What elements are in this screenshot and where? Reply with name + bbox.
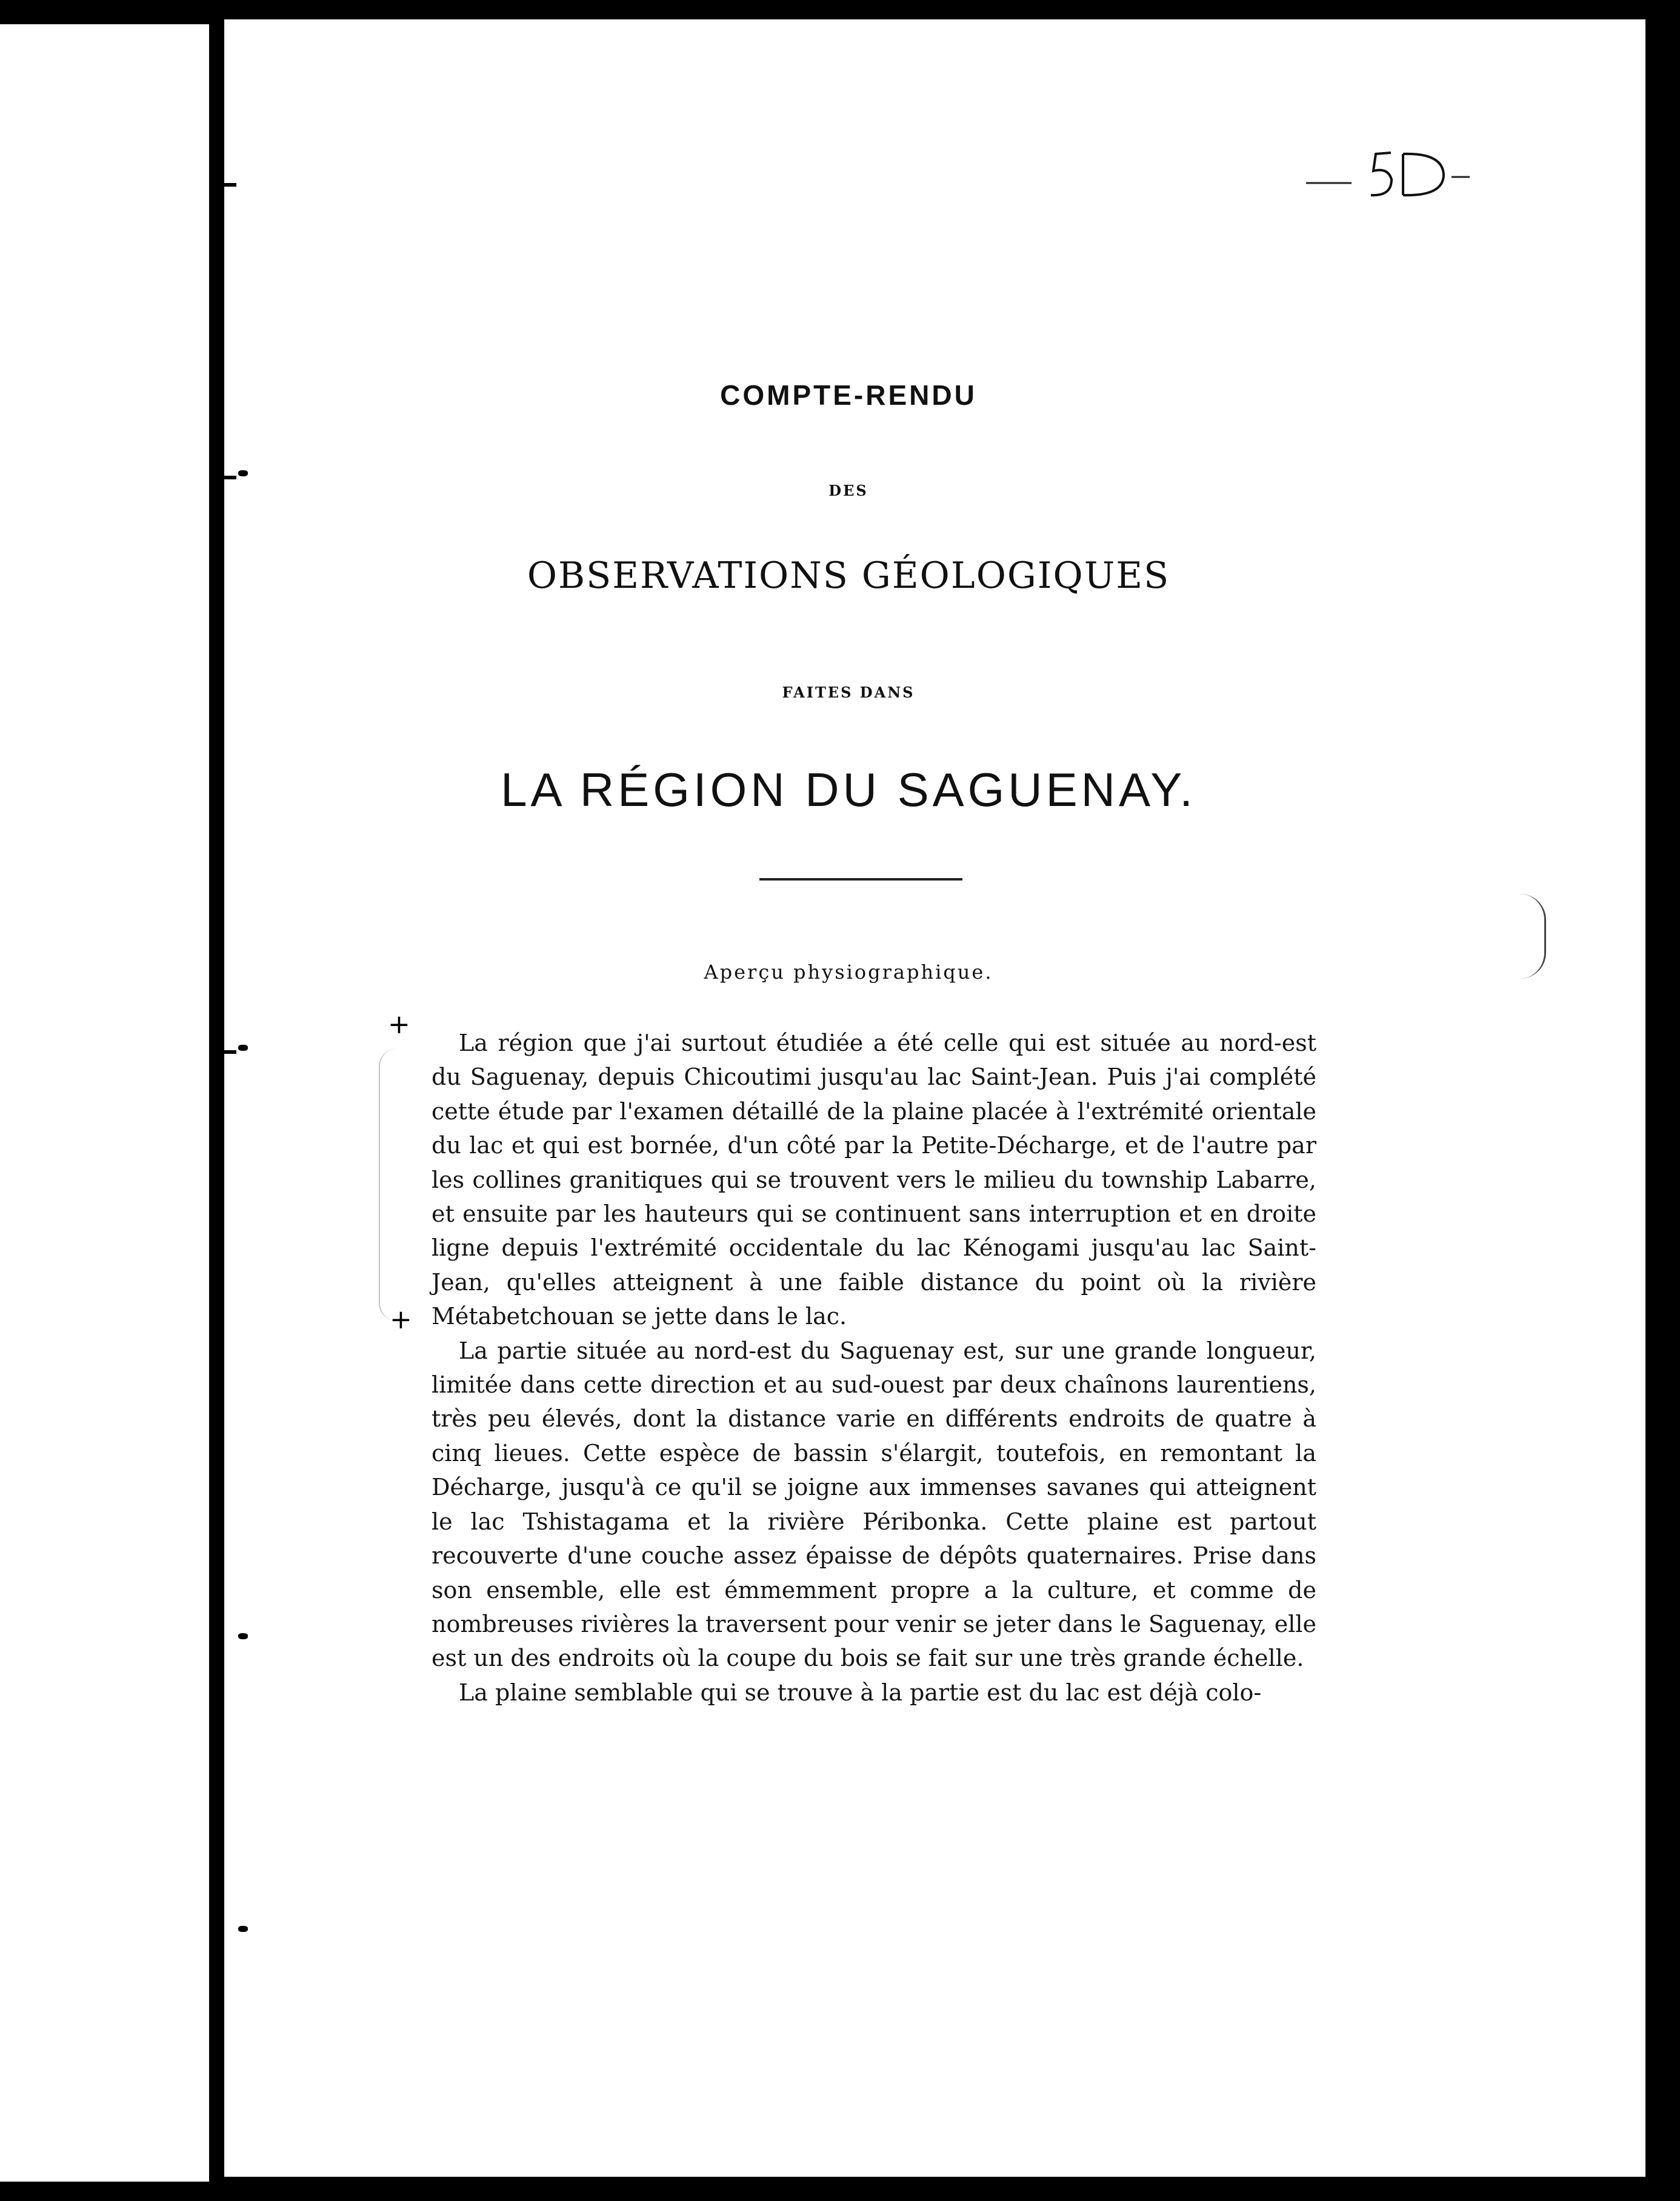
heading-observations: OBSERVATIONS GÉOLOGIQUES [527,554,1170,597]
paragraph: La région que j'ai surtout étudiée a été celle qui est située au nord-est du Saguenay, depuis Chicoutimi jusqu'au lac Saint-Jean. Puis j'ai complété cette étude par l'examen détaillé de la plaine placée à l'extrémité orientale du lac et qui est bornée, d'un côté par la Petite-Décharge, et de l'autre par les collines granitiques qui se trouvent vers le milieu du township Labarre, et ensuite par les hauteurs qui se continuent sans interruption et en droite ligne depuis l'extrémité occidentale du lac Kénogami jusqu'au lac Saint-Jean, qu'elles atteignent à une faible distance du point où la rivière Métabetchouan se jette dans le lac. [432,1030,1316,1330]
title-divider [759,878,962,881]
gutter-ink-spot [238,1045,248,1051]
section-heading: Aperçu physiographique. [704,961,993,984]
gutter-ink-spot [238,1633,248,1639]
paragraph: La plaine semblable qui se trouve à la partie est du lac est déjà colo- [459,1679,1262,1706]
margin-cross-mark: + [390,1304,412,1335]
gutter-rule [219,0,223,2201]
heading-compte-rendu: COMPTE-RENDU [720,379,977,411]
heading-faites-dans: FAITES DANS [782,684,915,701]
gutter-tick-mark [212,1050,236,1054]
heading-des: DES [828,482,868,499]
gutter-ink-spot [238,1926,248,1932]
margin-bracket [1520,894,1546,979]
handwritten-shelfmark [1303,141,1479,207]
margin-cross-mark: + [388,1009,410,1040]
gutter-tick-mark [212,183,236,187]
paragraph: La partie située au nord-est du Saguenay est, sur une grande longueur, limitée dans cette direction et au sud-ouest par deux chaînons laurentiens, très peu élevés, dont la distance varie en différents endroits de quatre à cinq lieues. Cette espèce de bassin s'élargit, toutefois, en remontant la Décharge, jusqu'à ce qu'il se joigne aux immenses savanes qui atteignent le lac Tshistagama et la rivière Péribonka. Cette plaine est partout recouverte d'une couche assez épaisse de dépôts quaternaires. Prise dans son ensemble, elle est émmemment propre a la culture, et comme de nombreuses rivières la traversent pour venir se jeter dans le Saguenay, elle est un des endroits où la coupe du bois se fait sur une très grande échelle. [432,1337,1316,1672]
body-text [432,1026,1316,1710]
gutter-ink-spot [238,470,248,476]
left-page-edge [0,24,209,2182]
margin-pencil-brace [379,1048,398,1321]
page-title: LA RÉGION DU SAGUENAY. [501,763,1196,816]
gutter-tick-mark [212,476,236,479]
